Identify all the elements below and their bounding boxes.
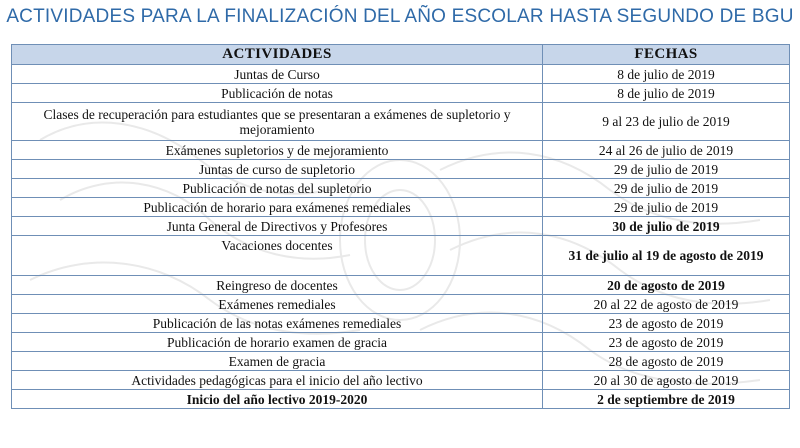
date-cell: 20 de agosto de 2019 (543, 276, 790, 295)
activity-cell: Publicación de notas (12, 84, 543, 103)
column-header-dates: FECHAS (543, 45, 790, 65)
table-row (12, 160, 790, 179)
date-cell: 23 de agosto de 2019 (543, 333, 790, 352)
date-cell: 28 de agosto de 2019 (543, 352, 790, 371)
table-row (12, 179, 790, 198)
activity-cell: Juntas de Curso (12, 65, 543, 84)
date-cell: 23 de agosto de 2019 (543, 314, 790, 333)
activity-cell: Vacaciones docentes (12, 236, 543, 276)
activity-cell: Examen de gracia (12, 352, 543, 371)
date-cell: 24 al 26 de julio de 2019 (543, 141, 790, 160)
activity-cell: Exámenes supletorios y de mejoramiento (12, 141, 543, 160)
date-cell: 8 de julio de 2019 (543, 65, 790, 84)
table-header-row (12, 45, 790, 65)
column-header-activities: ACTIVIDADES (12, 45, 543, 65)
activity-cell: Publicación de horario para exámenes remediales (12, 198, 543, 217)
date-cell: 29 de julio de 2019 (543, 198, 790, 217)
activity-cell: Junta General de Directivos y Profesores (12, 217, 543, 236)
table-row (12, 198, 790, 217)
date-cell: 8 de julio de 2019 (543, 84, 790, 103)
table-row (12, 314, 790, 333)
table-row (12, 371, 790, 390)
activity-cell: Juntas de curso de supletorio (12, 160, 543, 179)
date-cell: 29 de julio de 2019 (543, 160, 790, 179)
date-cell: 2 de septiembre de 2019 (543, 390, 790, 409)
table-row (12, 333, 790, 352)
date-cell: 30 de julio de 2019 (543, 217, 790, 236)
table-row (12, 352, 790, 371)
date-cell: 9 al 23 de julio de 2019 (543, 103, 790, 141)
activity-cell: Inicio del año lectivo 2019-2020 (12, 390, 543, 409)
activity-cell: Publicación de notas del supletorio (12, 179, 543, 198)
activity-cell: Publicación de las notas exámenes remediales (12, 314, 543, 333)
table-row (12, 103, 790, 141)
table-row (12, 141, 790, 160)
activity-cell: Actividades pedagógicas para el inicio del año lectivo (12, 371, 543, 390)
date-cell: 31 de julio al 19 de agosto de 2019 (543, 236, 790, 276)
activity-cell: Reingreso de docentes (12, 276, 543, 295)
table-row (12, 390, 790, 409)
page-title: ACTIVIDADES PARA LA FINALIZACIÓN DEL AÑO ESCOLAR HASTA SEGUNDO DE BGU (6, 6, 794, 27)
table-row (12, 65, 790, 84)
table-row (12, 84, 790, 103)
activities-schedule-table (11, 44, 790, 409)
table-row (12, 295, 790, 314)
activity-cell: Clases de recuperación para estudiantes que se presentaran a exámenes de supletorio y mejoramiento (12, 103, 543, 141)
table-row (12, 236, 790, 276)
table-row (12, 217, 790, 236)
date-cell: 29 de julio de 2019 (543, 179, 790, 198)
date-cell: 20 al 22 de agosto de 2019 (543, 295, 790, 314)
activity-cell: Publicación de horario examen de gracia (12, 333, 543, 352)
activity-cell: Exámenes remediales (12, 295, 543, 314)
date-cell: 20 al 30 de agosto de 2019 (543, 371, 790, 390)
table-row (12, 276, 790, 295)
